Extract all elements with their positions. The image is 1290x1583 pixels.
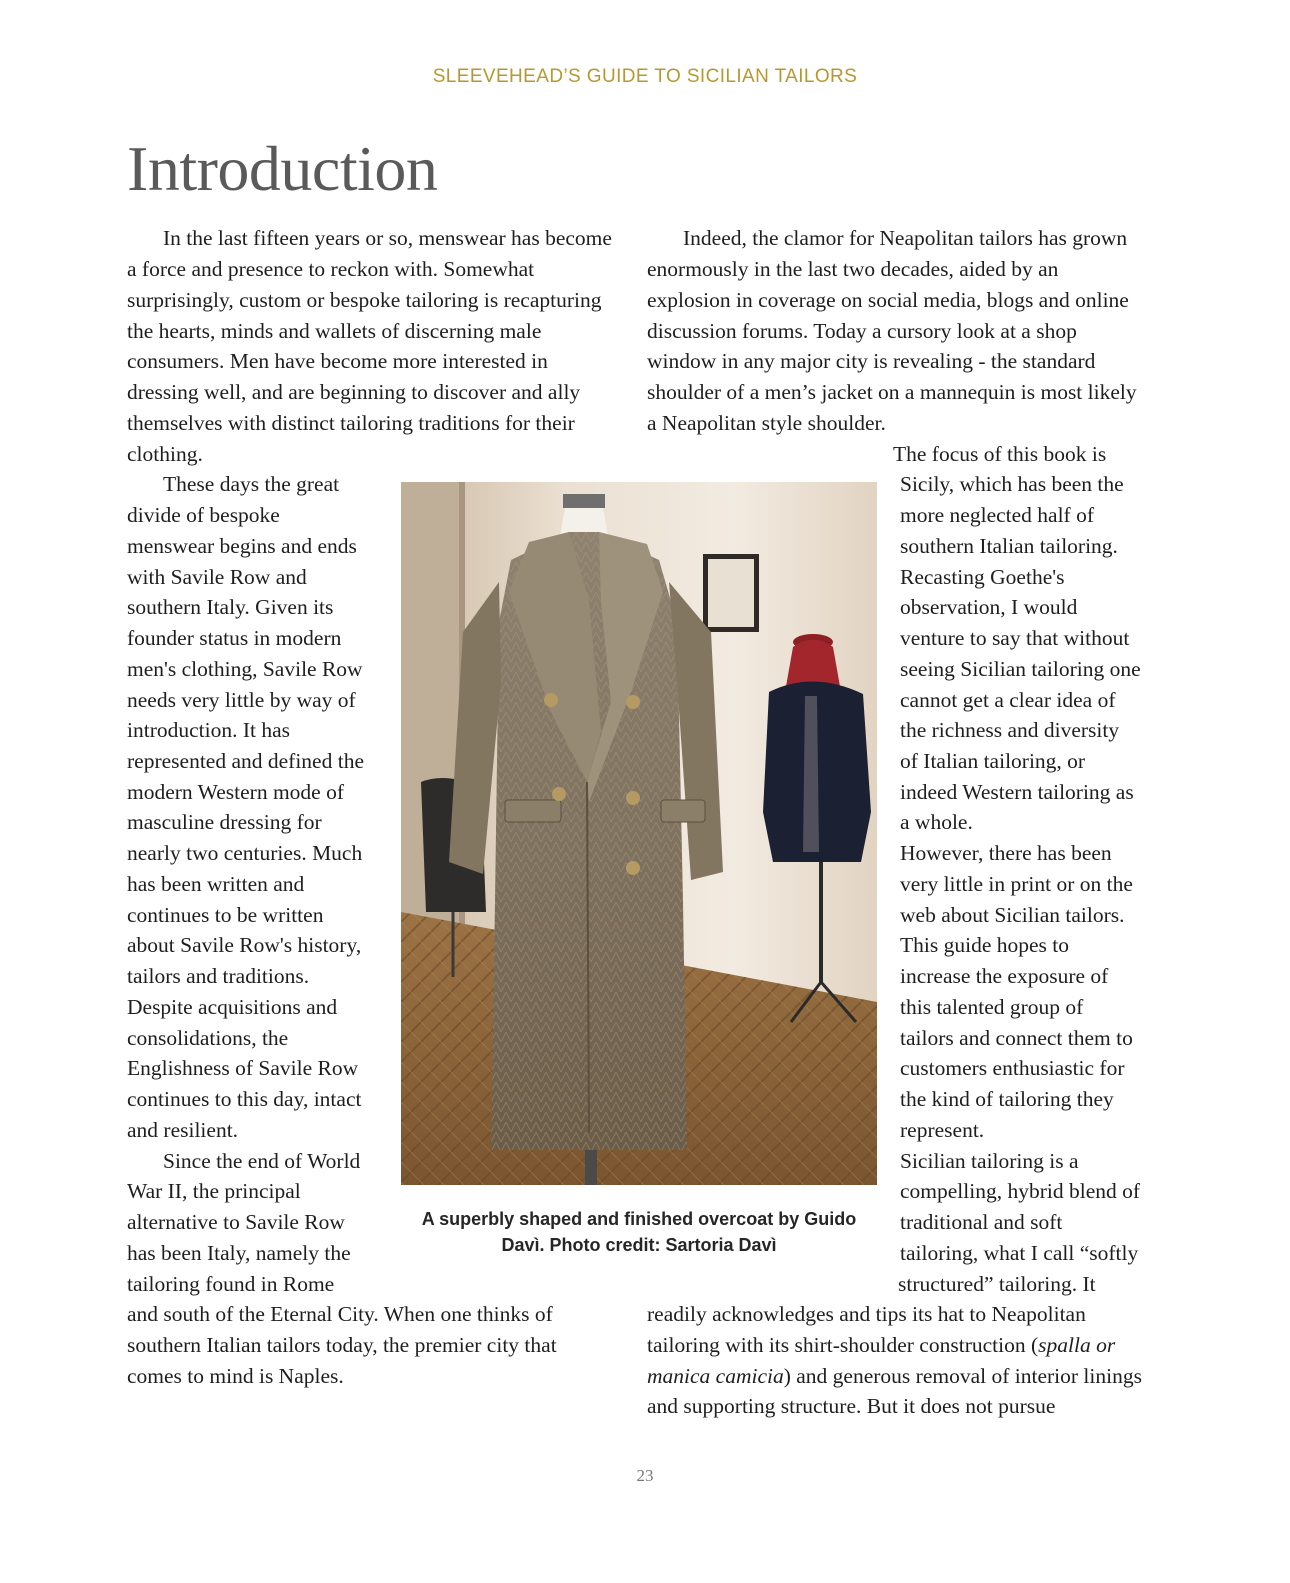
text-line: consumers. Men have become more interested in bbox=[127, 349, 548, 373]
text-line: the hearts, minds and wallets of discerning male bbox=[127, 319, 542, 343]
text-line: Sicily, which has been the bbox=[900, 472, 1124, 496]
text-line: more neglected half of bbox=[900, 503, 1095, 527]
text-line: cannot get a clear idea of bbox=[900, 688, 1116, 712]
text-line: and resilient. bbox=[127, 1118, 239, 1142]
text-line: southern Italian tailoring. bbox=[900, 534, 1118, 558]
text-line: divide of bespoke bbox=[127, 503, 280, 527]
text-line: window in any major city is revealing - the standard bbox=[647, 349, 1096, 373]
text-line: seeing Sicilian tailoring one bbox=[900, 657, 1141, 681]
text-line: menswear begins and ends bbox=[127, 534, 357, 558]
text-line: masculine dressing for bbox=[127, 810, 322, 834]
text-line: introduction. It has bbox=[127, 718, 291, 742]
text-line: surprisingly, custom or bespoke tailoring is recapturing bbox=[127, 288, 602, 312]
text-line: men's clothing, Savile Row bbox=[127, 657, 363, 681]
text-line: themselves with distinct tailoring traditions for their bbox=[127, 411, 575, 435]
text-line: comes to mind is Naples. bbox=[127, 1364, 344, 1388]
text-line: continues to this day, intact bbox=[127, 1087, 362, 1111]
text-line: southern Italy. Given its bbox=[127, 595, 334, 619]
text-line: In the last fifteen years or so, menswear has become bbox=[163, 226, 612, 250]
text-line: a force and presence to reckon with. Somewhat bbox=[127, 257, 535, 281]
text-run: ) and generous removal of interior linings bbox=[783, 1364, 1142, 1388]
text-line: a whole. bbox=[900, 810, 973, 834]
text-line: southern Italian tailors today, the premier city that bbox=[127, 1333, 557, 1357]
text-line: Recasting Goethe's bbox=[900, 565, 1065, 589]
text-line: explosion in coverage on social media, blogs and online bbox=[647, 288, 1129, 312]
text-run: tailoring with its shirt-shoulder construction ( bbox=[647, 1333, 1039, 1357]
italic-term: spalla or bbox=[1038, 1333, 1116, 1357]
text-line: modern Western mode of bbox=[127, 780, 344, 804]
text-line: about Savile Row's history, bbox=[127, 933, 362, 957]
text-line: The focus of this book is bbox=[893, 442, 1107, 466]
text-line: has been written and bbox=[127, 872, 305, 896]
text-line: observation, I would bbox=[900, 595, 1078, 619]
text-line: customers enthusiastic for bbox=[900, 1056, 1125, 1080]
text-line: web about Sicilian tailors. bbox=[900, 903, 1125, 927]
text-line: clothing. bbox=[127, 442, 203, 466]
text-line: Since the end of World bbox=[163, 1149, 361, 1173]
text-line: increase the exposure of bbox=[900, 964, 1109, 988]
text-line: Sicilian tailoring is a bbox=[900, 1149, 1079, 1173]
page-number: 23 bbox=[636, 1466, 654, 1485]
text-line: tailoring found in Rome bbox=[127, 1272, 335, 1296]
text-line: consolidations, the bbox=[127, 1026, 289, 1050]
text-line bbox=[647, 1361, 1142, 1391]
text-line: founder status in modern bbox=[127, 626, 342, 650]
text-line: this talented group of bbox=[900, 995, 1084, 1019]
text-line: represented and defined the bbox=[127, 749, 364, 773]
text-line: nearly two centuries. Much bbox=[127, 841, 363, 865]
text-line: continues to be written bbox=[127, 903, 324, 927]
text-line: This guide hopes to bbox=[900, 933, 1069, 957]
text-line: Despite acquisitions and bbox=[127, 995, 338, 1019]
text-line: tailoring, what I call “softly bbox=[900, 1241, 1139, 1265]
text-line: Indeed, the clamor for Neapolitan tailors has grown bbox=[683, 226, 1128, 250]
text-line: War II, the principal bbox=[127, 1179, 301, 1203]
text-line bbox=[647, 1330, 1115, 1360]
text-line: indeed Western tailoring as bbox=[900, 780, 1134, 804]
text-line: dressing well, and are beginning to discover and ally bbox=[127, 380, 581, 404]
figure-caption: A superbly shaped and finished overcoat by Guido bbox=[421, 1209, 857, 1229]
text-line: the kind of tailoring they bbox=[900, 1087, 1114, 1111]
page-title: Introduction bbox=[127, 133, 438, 204]
text-line: discussion forums. Today a cursory look at a shop bbox=[647, 319, 1077, 343]
text-line: structured” tailoring. It bbox=[898, 1272, 1096, 1296]
figure-caption: Davì. Photo credit: Sartoria Davì bbox=[501, 1235, 777, 1255]
text-line: has been Italy, namely the bbox=[127, 1241, 351, 1265]
text-line: and supporting structure. But it does not pursue bbox=[647, 1394, 1056, 1418]
text-line: alternative to Savile Row bbox=[127, 1210, 345, 1234]
text-line: a Neapolitan style shoulder. bbox=[647, 411, 886, 435]
text-line: enormously in the last two decades, aided by an bbox=[647, 257, 1059, 281]
text-line: the richness and diversity bbox=[900, 718, 1120, 742]
text-line: tailors and traditions. bbox=[127, 964, 310, 988]
text-line: These days the great bbox=[163, 472, 340, 496]
italic-term: manica camicia bbox=[647, 1364, 784, 1388]
text-line: However, there has been bbox=[900, 841, 1112, 865]
running-head: SLEEVEHEAD’S GUIDE TO SICILIAN TAILORS bbox=[432, 66, 858, 87]
text-line: needs very little by way of bbox=[127, 688, 356, 712]
text-line: traditional and soft bbox=[900, 1210, 1063, 1234]
text-line: venture to say that without bbox=[900, 626, 1130, 650]
text-line: and south of the Eternal City. When one thinks of bbox=[127, 1302, 553, 1326]
text-line: shoulder of a men’s jacket on a mannequin is most likely bbox=[647, 380, 1137, 404]
text-line: compelling, hybrid blend of bbox=[900, 1179, 1141, 1203]
text-line: Englishness of Savile Row bbox=[127, 1056, 359, 1080]
text-line: represent. bbox=[900, 1118, 985, 1142]
overcoat-photo bbox=[401, 482, 877, 1185]
text-line: very little in print or on the bbox=[900, 872, 1133, 896]
text-line: tailors and connect them to bbox=[900, 1026, 1133, 1050]
text-line: with Savile Row and bbox=[127, 565, 307, 589]
text-line: of Italian tailoring, or bbox=[900, 749, 1086, 773]
text-line: readily acknowledges and tips its hat to Neapolitan bbox=[647, 1302, 1086, 1326]
